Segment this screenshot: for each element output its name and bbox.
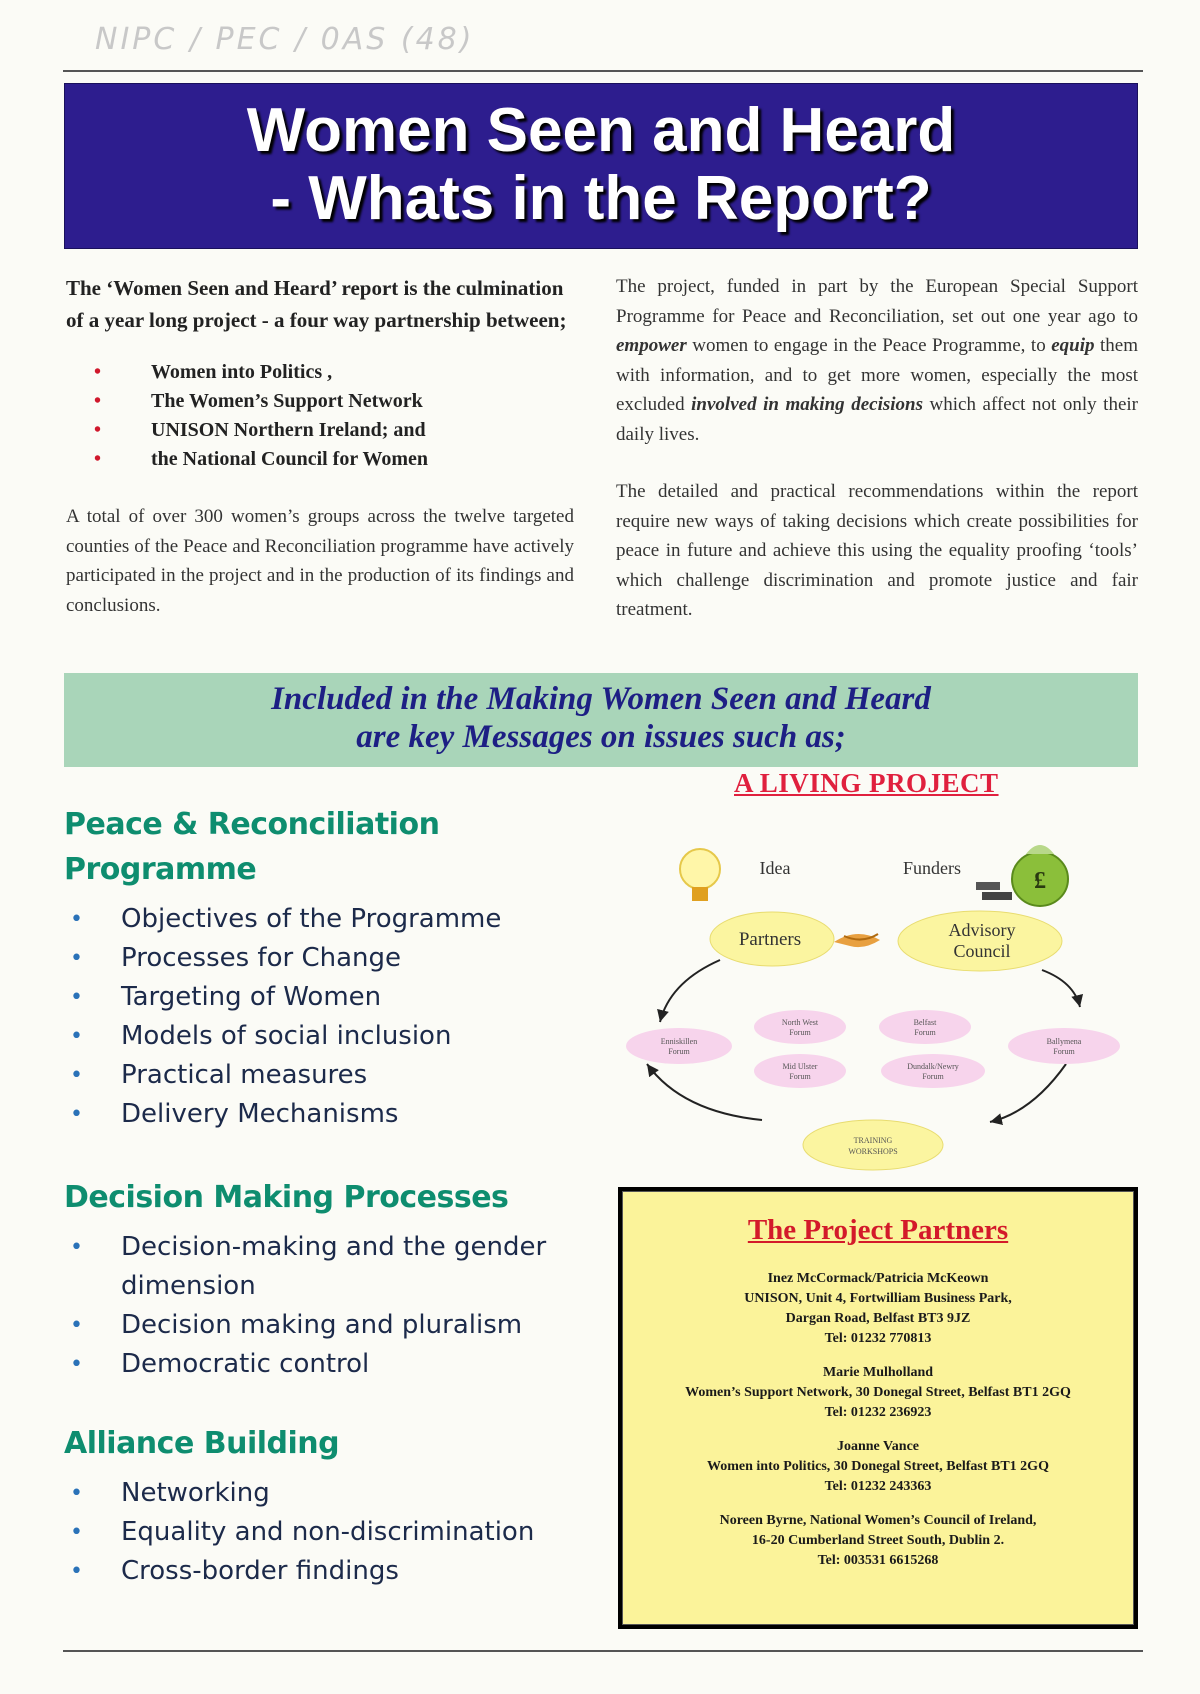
advisory-council-node bbox=[898, 911, 1062, 971]
forum-node bbox=[754, 1054, 846, 1088]
svg-text:Forum: Forum bbox=[668, 1047, 690, 1056]
contact-block: Noreen Byrne, National Women’s Council of Ireland, 16-20 Cumberland Street South, Dublin 2. Tel: 003531 6615268 bbox=[719, 1513, 1037, 1568]
bullet-icon: • bbox=[70, 1520, 83, 1545]
key-messages-line-2: are key Messages on issues such as; bbox=[356, 719, 846, 755]
bullet-icon: • bbox=[70, 1313, 83, 1338]
section-list bbox=[64, 1474, 604, 1591]
section-list bbox=[64, 1228, 604, 1384]
key-messages-line-1: Included in the Making Women Seen and Heard bbox=[271, 681, 931, 717]
list-item: • Objectives of the Programme bbox=[64, 900, 604, 939]
bullet-icon: • bbox=[94, 448, 102, 470]
cycle-arrow bbox=[990, 1064, 1066, 1122]
bullet-icon: • bbox=[94, 419, 102, 441]
bullet-icon: • bbox=[70, 985, 83, 1010]
message-section-alliance bbox=[64, 1421, 604, 1591]
section-heading: Alliance Building bbox=[64, 1426, 340, 1461]
bullet-icon: • bbox=[70, 907, 83, 932]
intro-paragraph: A total of over 300 women’s groups across the twelve targeted counties of the Peace and Reconciliation programme have actively participated in the project and in the production of its findings and conclusions. bbox=[66, 506, 574, 616]
list-item: • Models of social inclusion bbox=[64, 1017, 604, 1056]
bottom-rule bbox=[63, 1650, 1143, 1652]
svg-text:North West: North West bbox=[781, 1018, 819, 1027]
svg-text:Forum: Forum bbox=[789, 1028, 811, 1037]
list-item: • Targeting of Women bbox=[64, 978, 604, 1017]
svg-text:Dundalk/Newry: Dundalk/Newry bbox=[907, 1062, 959, 1071]
idea-label: Idea bbox=[759, 858, 791, 878]
list-item: • Cross-border findings bbox=[64, 1552, 604, 1591]
living-project-diagram bbox=[612, 812, 1142, 1182]
bullet-icon: • bbox=[94, 390, 102, 412]
forum-node bbox=[626, 1028, 732, 1064]
svg-text:Enniskillen: Enniskillen bbox=[660, 1037, 698, 1046]
cycle-arrow bbox=[647, 1064, 762, 1120]
handshake-icon bbox=[834, 934, 880, 947]
title-line-1: Women Seen and Heard bbox=[246, 96, 956, 165]
svg-text:Forum: Forum bbox=[789, 1072, 811, 1081]
intro-lead: The ‘Women Seen and Heard’ report is the culmination of a year long project - a four way partnership between; bbox=[66, 276, 567, 332]
title-banner bbox=[64, 83, 1138, 249]
key-messages-band bbox=[64, 673, 1138, 767]
project-partners-box bbox=[618, 1187, 1138, 1629]
svg-text:Ballymena: Ballymena bbox=[1046, 1037, 1082, 1046]
top-rule bbox=[63, 70, 1143, 72]
partners-node bbox=[710, 912, 834, 966]
bullet-icon: • bbox=[70, 1235, 83, 1260]
project-partners-panel bbox=[622, 1191, 1134, 1625]
intro-column bbox=[66, 272, 574, 620]
svg-text:£: £ bbox=[1034, 868, 1046, 894]
bullet-icon: • bbox=[70, 1024, 83, 1049]
svg-text:Forum: Forum bbox=[922, 1072, 944, 1081]
list-item: • Democratic control bbox=[64, 1345, 604, 1384]
list-item: • Networking bbox=[64, 1474, 604, 1513]
bullet-icon: • bbox=[70, 1559, 83, 1584]
list-item: • Processes for Change bbox=[64, 939, 604, 978]
forum-node bbox=[754, 1010, 846, 1044]
contact-block: Joanne Vance Women into Politics, 30 Donegal Street, Belfast BT1 2GQ Tel: 01232 243363 bbox=[707, 1439, 1049, 1494]
diagram-title: A LIVING PROJECT bbox=[734, 768, 999, 798]
handwritten-reference: NIPC / PEC / 0AS (48) bbox=[95, 22, 475, 57]
partner-item: • UNISON Northern Ireland; and bbox=[66, 416, 574, 445]
list-item: • Practical measures bbox=[64, 1056, 604, 1095]
project-paragraph-1: The project, funded in part by the European Special Support Programme for Peace and Reconciliation, set out one year ago to empower women to engage in the Peace Programme, to equip them with information, and to get more women, especially the most excluded involved in making decisions which affect not only their daily lives. bbox=[616, 276, 1138, 445]
coins-icon bbox=[976, 882, 1012, 900]
bullet-icon: • bbox=[70, 1352, 83, 1377]
list-item: • Decision-making and the gender dimension bbox=[64, 1228, 591, 1306]
partner-list bbox=[66, 358, 574, 474]
cycle-arrow bbox=[660, 960, 720, 1022]
partner-item: • The Women’s Support Network bbox=[66, 387, 574, 416]
lightbulb-icon bbox=[680, 849, 720, 901]
partner-item: • Women into Politics , bbox=[66, 358, 574, 387]
svg-text:Mid Ulster: Mid Ulster bbox=[782, 1062, 818, 1071]
message-section-peace bbox=[64, 802, 604, 1134]
svg-text:TRAINING: TRAINING bbox=[853, 1136, 893, 1145]
project-paragraph-2: The detailed and practical recommendations within the report require new ways of taking decisions which create possibilities for peace in future and achieve this using the equality proofing ‘tools’ which challenge discrimination and promote justice and fair treatment. bbox=[616, 481, 1138, 620]
bullet-icon: • bbox=[94, 361, 102, 383]
svg-text:Belfast: Belfast bbox=[913, 1018, 937, 1027]
section-list bbox=[64, 900, 604, 1134]
svg-text:WORKSHOPS: WORKSHOPS bbox=[848, 1147, 898, 1156]
section-heading: Peace & Reconciliation bbox=[64, 807, 440, 842]
title-line-2: - Whats in the Report? bbox=[270, 164, 932, 233]
list-item: • Delivery Mechanisms bbox=[64, 1095, 604, 1134]
message-section-decision bbox=[64, 1175, 604, 1384]
section-heading-cont: Programme bbox=[64, 852, 257, 887]
bullet-icon: • bbox=[70, 1481, 83, 1506]
bullet-icon: • bbox=[70, 1063, 83, 1088]
svg-text:Advisory: Advisory bbox=[948, 920, 1016, 940]
svg-text:Forum: Forum bbox=[1053, 1047, 1075, 1056]
svg-text:Forum: Forum bbox=[914, 1028, 936, 1037]
svg-text:Council: Council bbox=[953, 941, 1011, 961]
bullet-icon: • bbox=[70, 946, 83, 971]
project-column bbox=[616, 272, 1138, 625]
partner-item: • the National Council for Women bbox=[66, 445, 574, 474]
contact-block: Inez McCormack/Patricia McKeown UNISON, Unit 4, Fortwilliam Business Park, Dargan Road, Belfast BT3 9JZ Tel: 01232 770813 bbox=[744, 1271, 1012, 1346]
list-item: • Equality and non-discrimination bbox=[64, 1513, 604, 1552]
training-workshops-node bbox=[803, 1120, 943, 1170]
funders-label: Funders bbox=[903, 858, 961, 878]
bullet-icon: • bbox=[70, 1102, 83, 1127]
contact-block: Marie Mulholland Women’s Support Network, 30 Donegal Street, Belfast BT1 2GQ Tel: 01232 236923 bbox=[685, 1365, 1071, 1420]
project-partners-title: The Project Partners bbox=[747, 1214, 1009, 1246]
cycle-arrow bbox=[1042, 970, 1080, 1007]
list-item: • Decision making and pluralism bbox=[64, 1306, 604, 1345]
forum-node bbox=[879, 1010, 971, 1044]
forum-node bbox=[881, 1054, 985, 1088]
money-bag-icon bbox=[1012, 845, 1068, 906]
svg-text:Partners: Partners bbox=[738, 929, 802, 950]
forum-node bbox=[1008, 1028, 1120, 1064]
section-heading: Decision Making Processes bbox=[64, 1180, 509, 1215]
